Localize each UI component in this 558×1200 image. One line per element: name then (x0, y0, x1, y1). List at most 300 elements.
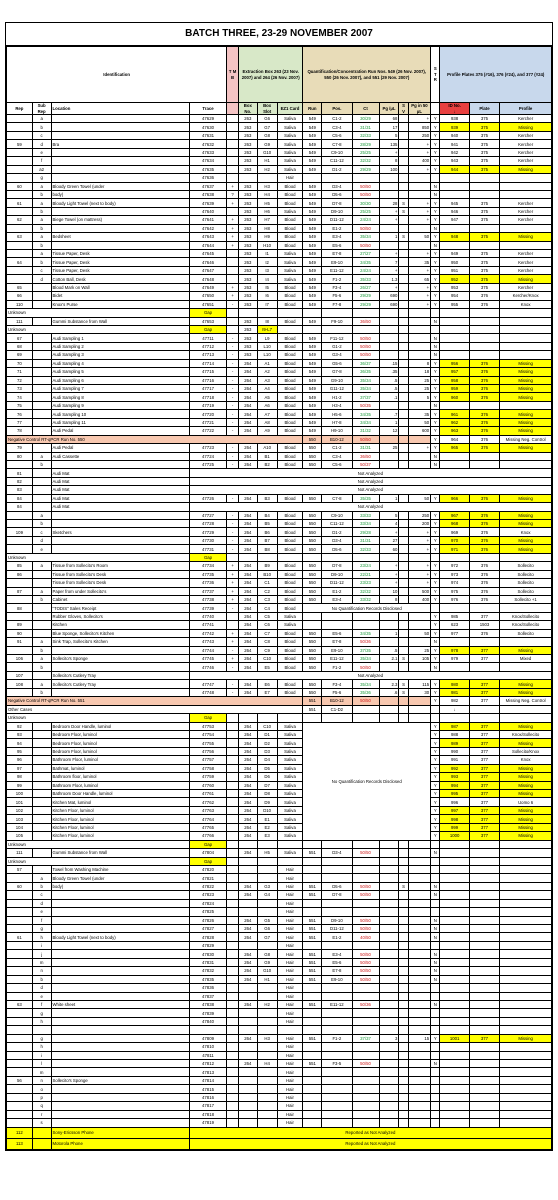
cell-slot: G7 (257, 933, 277, 941)
cell-s: Y (431, 418, 440, 426)
cell-sv (399, 1051, 408, 1059)
cell-card: Blood (277, 393, 303, 401)
cell-run: 550 (303, 638, 322, 646)
cell-trace: 47727 (189, 511, 226, 519)
empty-cell (408, 705, 430, 713)
cell-s (431, 992, 440, 1000)
empty-cell (469, 705, 499, 713)
cell-prof: Missing (500, 781, 552, 789)
cell-slot: H10 (257, 241, 277, 249)
cell-slot: L10 (257, 342, 277, 350)
cell-pos: C7-8 (322, 494, 352, 502)
cell-box: 263 (238, 275, 257, 283)
empty-cell (238, 857, 257, 865)
cell-tmb (227, 958, 239, 966)
cell-loc: body) (51, 882, 189, 890)
cell-plate: 376 (469, 520, 499, 528)
cell-sub (32, 570, 51, 578)
cell-slot: D10 (257, 806, 277, 814)
cell-run (303, 865, 322, 873)
cell-tmb (227, 266, 239, 274)
cell-slot: G10 (257, 148, 277, 156)
col-subrep: Sub Rep (32, 103, 51, 115)
cell-ct: 50/50 (352, 351, 379, 359)
cell-run: 550 (303, 629, 322, 637)
cell-slot: A2 (257, 368, 277, 376)
cell-box: 263 (238, 199, 257, 207)
empty-cell (431, 325, 440, 333)
cell-sv (399, 283, 408, 291)
cell-tmb (227, 882, 239, 890)
cell-prof: Missing (500, 722, 552, 730)
cell-loc: Sollecito's Sponge (51, 1076, 189, 1084)
cell-sv (399, 925, 408, 933)
cell-plate (469, 351, 499, 359)
not-analyzed-row (7, 671, 552, 679)
cell-id (440, 882, 469, 890)
cell-loc (51, 1110, 189, 1118)
cell-pos: C3-4 (322, 123, 352, 131)
cell-tmb (227, 756, 239, 764)
cell-id: 973 (440, 570, 469, 578)
cell-pos: F3-4 (322, 680, 352, 688)
cell-rep: 70 (7, 359, 33, 367)
cell-sub: m (32, 958, 51, 966)
cell-trace: 47642 (189, 224, 226, 232)
cell-ct: 50/36 (352, 638, 379, 646)
cell-plate: 377 (469, 773, 499, 781)
empty-cell (227, 553, 239, 561)
cell-card: Saliva (277, 739, 303, 747)
cell-sub: b (32, 258, 51, 266)
cell-prof: Knox (500, 528, 552, 536)
cell-trace: 47755 (189, 739, 226, 747)
cell-trace: 47744 (189, 646, 226, 654)
table-row (7, 579, 552, 587)
cell-run (303, 941, 322, 949)
cell-rep: 94 (7, 739, 33, 747)
cell-pos (322, 1068, 352, 1076)
cell-tmb (227, 1000, 239, 1008)
cell-tmb (227, 984, 239, 992)
empty-cell (399, 697, 408, 705)
cell-plate (469, 865, 499, 873)
cell-loc: Bloody Green Towel (under (51, 182, 189, 190)
cell-pg50: + (408, 216, 430, 224)
cell-loc (51, 1043, 189, 1051)
cell-run: 549 (303, 410, 322, 418)
empty-cell (322, 553, 352, 561)
empty-cell (379, 840, 399, 848)
unknown-label: Unknown (7, 325, 190, 333)
empty-cell (322, 857, 352, 865)
cell-s (431, 865, 440, 873)
cell-tmb: - (227, 528, 239, 536)
neg550-row (7, 435, 552, 443)
cell-sv (399, 579, 408, 587)
cell-trace: 47713 (189, 351, 226, 359)
cell-trace: 47809 (189, 1034, 226, 1042)
cell-pos: D7-8 (322, 562, 352, 570)
cell-s: N (431, 916, 440, 924)
empty-cell (500, 857, 552, 865)
cell-loc: Audi Sampling 9 (51, 401, 189, 409)
cell-sv (399, 393, 408, 401)
cell-slot: G7 (257, 123, 277, 131)
table-row (7, 148, 552, 156)
cell-pg (379, 882, 399, 890)
cell-ct (352, 1102, 379, 1110)
cell-s: Y (431, 579, 440, 587)
cell-pg (379, 891, 399, 899)
cell-pg: 5 (379, 131, 399, 139)
cell-pg (379, 638, 399, 646)
cell-pg50: 65 (408, 275, 430, 283)
cell-prof: Kercher (500, 148, 552, 156)
cell-slot: E5 (257, 663, 277, 671)
note-cell: Not Analyzed (189, 469, 551, 477)
cell-rep: 106 (7, 655, 33, 663)
cell-id: 957 (440, 368, 469, 376)
cell-id (440, 925, 469, 933)
cell-tmb (227, 806, 239, 814)
cell-prof (500, 1017, 552, 1025)
empty-cell (277, 714, 303, 722)
empty-cell (469, 309, 499, 317)
cell-prof: Sollecito (500, 587, 552, 595)
cell-pg (379, 984, 399, 992)
cell-prof: Missing (500, 764, 552, 772)
gummi2-row (7, 849, 552, 857)
cell-run: 551 (303, 1000, 322, 1008)
cell-slot: G6 (257, 925, 277, 933)
cell-card: Hair (277, 1043, 303, 1051)
not-analyzed-row (7, 477, 552, 485)
cell-pg: 3 (379, 1034, 399, 1042)
cell-tmb (227, 131, 239, 139)
cell-pos: G1-2 (322, 342, 352, 350)
cell-pg50: 850 (408, 123, 430, 131)
cell-pg50 (408, 1093, 430, 1101)
cell-box: 264 (238, 781, 257, 789)
cell-rep: 89 (7, 621, 33, 629)
cell-rep (7, 1009, 33, 1017)
cell-sv (399, 1000, 408, 1008)
cell-tmb: - (227, 460, 239, 468)
cell-plate: 375 (469, 157, 499, 165)
cell-ct: 50/50 (352, 435, 379, 443)
not-analyzed-row (7, 469, 552, 477)
cell-run (303, 1110, 322, 1118)
cell-sv (399, 1093, 408, 1101)
cell-sub: a (32, 452, 51, 460)
cell-trace: 47825 (189, 908, 226, 916)
cell-plate: 377 (469, 815, 499, 823)
cell-slot: A10 (257, 444, 277, 452)
cell-sub (32, 300, 51, 308)
cell-sub (32, 739, 51, 747)
cell-card: Blood (277, 528, 303, 536)
cell-trace: 47742 (189, 629, 226, 637)
cell-loc: Rubber Gloves, Sollecito's (51, 612, 189, 620)
cell-box: 264 (238, 975, 257, 983)
cell-box: 264 (238, 410, 257, 418)
cell-tmb: - (227, 385, 239, 393)
cell-pos (322, 984, 352, 992)
cell-sv (399, 292, 408, 300)
cell-prof (500, 967, 552, 975)
cell-pos (322, 874, 352, 882)
cell-slot: B4 (257, 511, 277, 519)
cell-box (238, 1026, 257, 1034)
cell-tmb (227, 747, 239, 755)
cell-trace: 47725 (189, 460, 226, 468)
cell-sv: S (399, 233, 408, 241)
cell-id: 940 (440, 131, 469, 139)
cell-pg50: 115 (408, 680, 430, 688)
table-row (7, 511, 552, 519)
cell-pg50: + (408, 115, 430, 123)
cell-id: 966 (440, 494, 469, 502)
cell-pos: F5-6 (322, 688, 352, 696)
cell-slot: D3 (257, 747, 277, 755)
cell-tmb (227, 140, 239, 148)
cell-box: 263 (238, 283, 257, 291)
cell-trace: 47735 (189, 570, 226, 578)
cell-pg (379, 916, 399, 924)
cell-rep: 63 (7, 233, 33, 241)
cell-prof (500, 241, 552, 249)
cell-plate: 375 (469, 207, 499, 215)
cell-id: 941 (440, 140, 469, 148)
cell-s: N (431, 849, 440, 857)
cell-sub (32, 806, 51, 814)
cell-plate: 376 (469, 368, 499, 376)
cell-id: 970 (440, 536, 469, 544)
cell-trace: 47830 (189, 950, 226, 958)
table-row (7, 1051, 552, 1059)
cell-run: 549 (303, 342, 322, 350)
cell-ct: 32/32 (352, 587, 379, 595)
cell-card: Saliva (277, 275, 303, 283)
cell-loc (51, 157, 189, 165)
cell-slot: H2 (257, 165, 277, 173)
cell-rep: 108 (7, 680, 33, 688)
cell-ct: 50/50 (352, 334, 379, 342)
cell-card: Saliva (277, 250, 303, 258)
cell-ct: 25/25 (352, 207, 379, 215)
cell-tmb: - (227, 393, 239, 401)
cell-sub: s (32, 1119, 51, 1127)
cell-run: 550 (303, 680, 322, 688)
cell-sv (399, 148, 408, 156)
cell-id: 939 (440, 123, 469, 131)
cell-run: 551 (303, 933, 322, 941)
cell-box: 264 (238, 967, 257, 975)
col-pos: Pos. (322, 103, 352, 115)
cell-trace: 47634 (189, 157, 226, 165)
cell-box (238, 1051, 257, 1059)
cell-box (238, 1068, 257, 1076)
cell-loc (51, 545, 189, 553)
cell-box (238, 1076, 257, 1084)
cell-pg50 (408, 950, 430, 958)
cell-pg50: + (408, 283, 430, 291)
cell-loc: Motorola Phone (51, 1138, 189, 1149)
cell-slot: C7 (257, 629, 277, 637)
cell-ct: 50/50 (352, 975, 379, 983)
cell-card: Blood (277, 376, 303, 384)
table-row (7, 1110, 552, 1118)
cell-sv (399, 545, 408, 553)
cell-tmb: + (227, 224, 239, 232)
cell-slot (257, 1068, 277, 1076)
cell-id: 962 (440, 418, 469, 426)
cell-loc (51, 1034, 189, 1042)
cell-s: Y (431, 199, 440, 207)
cell-sv (399, 1017, 408, 1025)
cell-sub (32, 283, 51, 291)
empty-cell (500, 840, 552, 848)
cell-prof (500, 925, 552, 933)
cell-slot: H4 (257, 1060, 277, 1068)
cell-sub: a (32, 680, 51, 688)
cell-tmb (227, 899, 239, 907)
cell-card: Blood (277, 368, 303, 376)
cell-pos: D7-8 (322, 891, 352, 899)
cell-ct (352, 1026, 379, 1034)
cell-slot: E7 (257, 688, 277, 696)
cell-pos: F1-2 (322, 275, 352, 283)
table-row (7, 275, 552, 283)
cell-pg50: 5 (408, 393, 430, 401)
cell-id: 942 (440, 148, 469, 156)
cell-plate (469, 933, 499, 941)
cell-prof: Missing (500, 385, 552, 393)
cell-pg: 12 (379, 427, 399, 435)
empty-cell (277, 840, 303, 848)
cell-plate (469, 984, 499, 992)
cell-s: N (431, 317, 440, 325)
cell-trace: 47724 (189, 452, 226, 460)
cell-rep (7, 579, 33, 587)
cell-box: 263 (238, 325, 257, 333)
cell-tmb (227, 1102, 239, 1110)
cell-id (440, 1026, 469, 1034)
cell-loc (51, 460, 189, 468)
cell-rep: 74 (7, 393, 33, 401)
table-row (7, 258, 552, 266)
cell-sv (399, 224, 408, 232)
cell-ct: 35/36 (352, 688, 379, 696)
cell-sub: a (32, 562, 51, 570)
cell-id (440, 908, 469, 916)
cell-loc (51, 131, 189, 139)
cell-rep (7, 536, 33, 544)
cell-tmb (227, 1119, 239, 1127)
cell-slot: H4 (257, 190, 277, 198)
cell-loc (51, 115, 189, 123)
cell-slot (257, 1017, 277, 1025)
cell-sub: b (32, 646, 51, 654)
cell-sv (399, 401, 408, 409)
cell-plate: 375 (469, 123, 499, 131)
cell-sv (399, 140, 408, 148)
cell-slot: I7 (257, 300, 277, 308)
cell-ct (352, 1051, 379, 1059)
cell-tmb (227, 823, 239, 831)
cell-pos: E11-12 (322, 266, 352, 274)
cell-pg: + (379, 579, 399, 587)
cell-box: 264 (238, 418, 257, 426)
cell-slot: G10 (257, 967, 277, 975)
cell-id: 993 (440, 773, 469, 781)
cell-plate (469, 1110, 499, 1118)
cell-loc (51, 950, 189, 958)
cell-card: Blood (277, 410, 303, 418)
empty-cell (32, 317, 51, 325)
cell-ct: 26/27 (352, 283, 379, 291)
cell-s (431, 1043, 440, 1051)
table-row (7, 241, 552, 249)
table-row (7, 1060, 552, 1068)
empty-cell (469, 714, 499, 722)
cell-trace: 47722 (189, 427, 226, 435)
cell-pg50 (408, 1017, 430, 1025)
cell-rep: 59 (7, 140, 33, 148)
cell-sub: e (32, 545, 51, 553)
cell-loc: Audi Sampling 6 (51, 376, 189, 384)
cell-id: 960 (440, 393, 469, 401)
cell-rep (7, 908, 33, 916)
cell-sub: d (32, 140, 51, 148)
cell-slot: A6 (257, 401, 277, 409)
cell-sub (32, 376, 51, 384)
cell-id (440, 984, 469, 992)
cell-slot: H9 (257, 233, 277, 241)
cell-trace: 47818 (189, 1110, 226, 1118)
cell-run: 550 (303, 511, 322, 519)
cell-pg (379, 460, 399, 468)
cell-trace: 47636 (189, 174, 226, 182)
cell-sv (399, 115, 408, 123)
cell-tmb (227, 1068, 239, 1076)
cell-id (440, 241, 469, 249)
todis-row (7, 604, 552, 612)
cell-pg: + (379, 250, 399, 258)
cell-plate: 376 (469, 359, 499, 367)
cell-rep (7, 1110, 33, 1118)
cell-slot: H5 (257, 199, 277, 207)
cell-plate: 376 (469, 385, 499, 393)
cell-s: Y (431, 157, 440, 165)
cell-ct: 37/37 (352, 393, 379, 401)
cell-prof: Missing (500, 418, 552, 426)
cell-slot: H8 (257, 224, 277, 232)
cell-plate: 376 (469, 435, 499, 443)
cell-slot: G8 (257, 131, 277, 139)
cell-ct: 36/35 (352, 368, 379, 376)
table-row (7, 334, 552, 342)
cell-tmb: + (227, 216, 239, 224)
cell-box: 263 (238, 351, 257, 359)
cell-rep (7, 207, 33, 215)
cell-run: 549 (303, 165, 322, 173)
cell-pg50 (408, 460, 430, 468)
cell-card: Hair (277, 1102, 303, 1110)
cell-sub (32, 781, 51, 789)
empty-cell (257, 553, 277, 561)
